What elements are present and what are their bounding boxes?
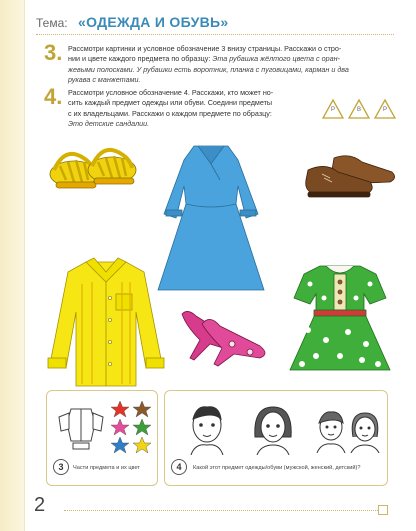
symbol-triangles [322, 98, 402, 128]
triangle-symbol-2: В [348, 98, 370, 120]
task-4-line-3: с их владельцами. Расскажи о каждом предмете по образцу: [68, 108, 272, 118]
green-girls-dress-illustration [286, 260, 394, 378]
symbol-box-3 [46, 390, 158, 486]
task-3-text [68, 44, 398, 86]
footer-divider [64, 510, 378, 511]
box-4-number-badge: 4 [171, 459, 187, 475]
triangle-symbol-1: Р [322, 98, 344, 120]
task-3-line-4 [68, 75, 398, 85]
task-3-number: 3. [44, 40, 63, 65]
box-3-number-badge: 3 [53, 459, 69, 475]
man-face-icon [183, 401, 231, 455]
woman-face-icon [249, 401, 297, 455]
task-4-line-4 [68, 119, 318, 129]
task-4-number: 4. [44, 84, 63, 109]
task-4-text [68, 88, 318, 130]
task-3-line-1: Рассмотри картинки и условное обозначение 3 внизу страницы. Расскажи о стро- [68, 44, 342, 53]
yellow-sandals-illustration [46, 136, 142, 196]
yellow-shirt-illustration [44, 254, 168, 390]
brown-mens-shoes-illustration [300, 148, 400, 200]
pink-womens-shoes-illustration [176, 304, 272, 368]
dismantled-shirt-icon [55, 401, 107, 453]
page-number: 2 [34, 494, 46, 516]
task-4-line-1: Рассмотри условное обозначение 4. Расскажи, кто может но- [68, 88, 274, 97]
task-4-example: Это детские сандалии. [68, 119, 150, 129]
task-4-line-2: сить каждый предмет одежды или обуви. Соедини предметы [68, 98, 273, 108]
triangle-symbol-3: Р [374, 98, 396, 120]
children-faces-icon [313, 407, 383, 453]
task-3-example-3: рукава с манжетами. [68, 75, 141, 85]
page-title: «ОДЕЖДА И ОБУВЬ» [78, 14, 229, 30]
task-3-example-2: жевыми полосками. У рубашки есть воротник, планка с пуговицами, карман и два [68, 64, 349, 74]
symbol-box-4 [164, 390, 388, 486]
box-4-caption: Какой этот предмет одежды/обуви (мужской, женский, детский)? [193, 465, 361, 471]
footer-square-mark [378, 505, 388, 515]
color-stars-palette-icon [109, 399, 153, 455]
task-3-line-3 [68, 65, 398, 75]
header-divider [36, 34, 394, 35]
box-3-caption: Части предмета и их цвет [73, 465, 140, 471]
task-3-example-1: Эта рубашка жёлтого цвета с оран- [212, 54, 340, 64]
header-label: Тема: [36, 16, 68, 30]
task-3-line-2: нии и цвете каждого предмета по образцу: Эта рубашка жёлтого цвета с оран- [68, 54, 340, 64]
